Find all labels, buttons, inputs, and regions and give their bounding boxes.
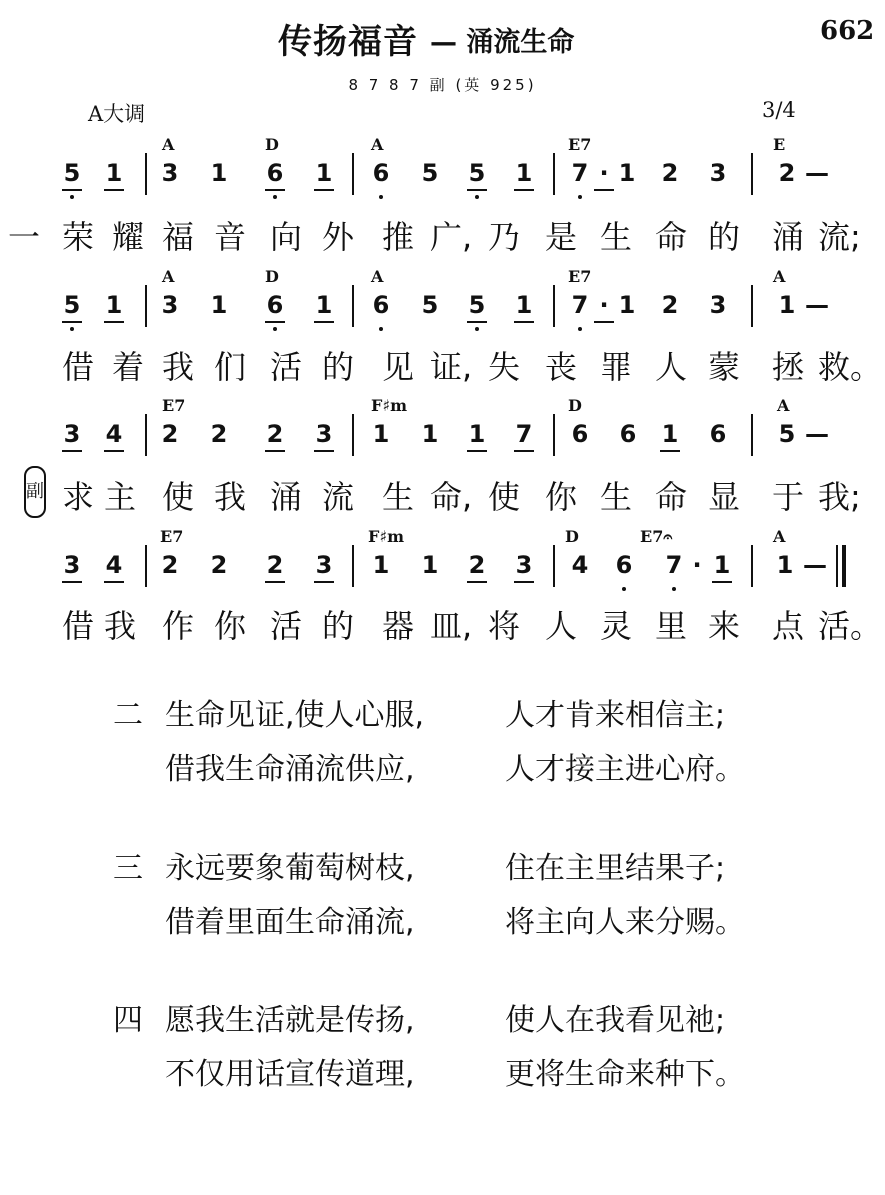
note: 1 [105,291,123,319]
note-underline [62,189,82,191]
final-barline [842,545,846,587]
verse-line: 借着里面生命涌流, [165,905,415,940]
octave-dot [475,195,479,199]
lyric-char: 命 [655,478,688,516]
lyric-char: 来 [708,607,741,645]
note-underline [104,321,124,323]
note: 5 [421,159,439,187]
lyric-char: 向 [270,218,303,256]
lyric-char: 荣 [62,218,95,256]
note: 2 [661,291,679,319]
barline [352,414,354,456]
note: 7 [571,159,589,187]
barline [553,545,555,587]
note: 4 [105,420,123,448]
lyric-char: 生 [600,478,633,516]
final-barline [836,545,838,587]
chord-symbol: F♯m [368,527,405,546]
note: 5 [421,291,439,319]
lyric-char: 乃 [488,218,521,256]
chord-symbol: E7 [568,267,592,286]
chord-symbol: D [568,396,582,415]
note-underline [314,581,334,583]
octave-dot [672,587,676,591]
barline [145,545,147,587]
lyric-char: 灵 [600,607,633,645]
chord-symbol: E7 [160,527,184,546]
lyric-char: 使 [488,478,521,516]
lyric-char: 救。 [818,348,883,386]
lyric-char: 丧 [545,348,578,386]
barline [145,414,147,456]
lyric-char: 音 [214,218,247,256]
note-underline [467,450,487,452]
lyric-char: 流 [322,478,355,516]
octave-dot [379,195,383,199]
lyric-char: 里 [655,607,688,645]
note: 5 [468,159,486,187]
note: 3 [315,420,333,448]
note: 6 [372,159,390,187]
note-underline [104,450,124,452]
lyric-char: 证, [430,348,473,386]
verse-line: 更将生命来种下。 [505,1057,745,1092]
note: 1 [661,420,679,448]
lyric-char: 我; [818,478,861,516]
lyric-char: 耀 [112,218,145,256]
note-sustain: — [805,159,829,187]
barline [352,285,354,327]
note-underline [467,189,487,191]
note: 3 [161,159,179,187]
barline [352,153,354,195]
lyric-char: 们 [214,348,247,386]
note: 5 [778,420,796,448]
lyric-char: 使 [162,478,195,516]
chord-symbol: A [773,527,786,546]
note: 6 [615,551,633,579]
refrain-mark: 副 [24,466,46,518]
note: 5 [63,159,81,187]
lyric-char: 你 [214,607,247,645]
lyric-char: 你 [545,478,578,516]
note-underline [265,450,285,452]
note-underline [314,189,334,191]
note: 2 [266,551,284,579]
lyric-char: 见 [382,348,415,386]
chord-symbol: E [773,135,786,154]
note: 1 [421,420,439,448]
lyric-char: 我 [162,348,195,386]
note: 2 [778,159,796,187]
note: 1 [713,551,731,579]
lyric-char: 我 [104,607,137,645]
note-underline [104,581,124,583]
note: 5 [63,291,81,319]
chord-symbol: A [371,267,384,286]
lyric-char: 罪 [600,348,633,386]
time-signature: 3/4 [762,98,796,122]
note: 6 [619,420,637,448]
barline [751,153,753,195]
octave-dot [379,327,383,331]
lyric-char: 皿, [430,607,473,645]
chord-symbol: D [565,527,579,546]
note: 7 [665,551,683,579]
lyric-char: 活。 [818,607,883,645]
lyric-char: 是 [545,218,578,256]
lyric-char: 求 [62,478,95,516]
note-sustain: — [805,291,829,319]
note: 1 [468,420,486,448]
lyric-char: 人 [655,348,688,386]
note: 1 [421,551,439,579]
lyric-char: 器 [382,607,415,645]
note-underline [514,189,534,191]
note: 3 [161,291,179,319]
note: 4 [105,551,123,579]
lyric-char: 生 [600,218,633,256]
note: 3 [63,420,81,448]
verse-line: 住在主里结果子; [505,851,726,886]
lyric-char: 外 [322,218,355,256]
note: 7 [515,420,533,448]
octave-dot [70,195,74,199]
note: 3 [515,551,533,579]
lyric-char: 广, [430,218,473,256]
lyric-char: 的 [322,348,355,386]
note: 6 [266,291,284,319]
note-underline [660,450,680,452]
note-dot: · [599,291,609,319]
chord-symbol: F♯m [371,396,408,415]
lyric-char: 人 [545,607,578,645]
note: 2 [266,420,284,448]
lyric-char: 命 [655,218,688,256]
hymn-subtitle: — 涌流生命 [430,27,575,58]
octave-dot [273,195,277,199]
lyric-char: 命, [430,478,473,516]
note: 1 [618,159,636,187]
lyric-char: 生 [382,478,415,516]
lyric-char: 显 [708,478,741,516]
verse-line: 不仅用话宣传道理, [165,1057,415,1092]
note: 2 [161,551,179,579]
note: 6 [571,420,589,448]
note-underline [514,321,534,323]
note-dot: · [692,551,702,579]
lyric-char: 我 [214,478,247,516]
verse-number: 四 [113,1003,143,1038]
note: 1 [372,551,390,579]
note: 1 [776,551,794,579]
note: 1 [315,291,333,319]
note-underline [712,581,732,583]
octave-dot [622,587,626,591]
verse-line: 借我生命涌流供应, [165,752,415,787]
hymn-title: 传扬福音 [278,22,418,62]
note: 2 [210,420,228,448]
barline [553,285,555,327]
lyric-char: 蒙 [708,348,741,386]
note: 6 [372,291,390,319]
chord-symbol: A [162,267,175,286]
verse-line: 将主向人来分赐。 [505,905,745,940]
lyric-char: 借 [62,607,95,645]
note: 2 [468,551,486,579]
note: 1 [372,420,390,448]
octave-dot [578,327,582,331]
chord-symbol: A [773,267,786,286]
chord-symbol: A [371,135,384,154]
lyric-char: 流; [818,218,861,256]
note-underline [594,189,614,191]
hymn-number: 662 [820,16,875,46]
lyric-char: 的 [708,218,741,256]
barline [751,285,753,327]
note: 2 [661,159,679,187]
barline [352,545,354,587]
lyric-char: 将 [488,607,521,645]
note: 1 [315,159,333,187]
note-underline [104,189,124,191]
note-dot: · [599,159,609,187]
note: 7 [571,291,589,319]
note-underline [62,450,82,452]
chord-symbol: E7𝄐 [640,527,673,546]
lyric-char: 涌 [772,218,805,256]
note: 2 [210,551,228,579]
lyric-char: 一 [8,218,41,256]
note-underline [265,189,285,191]
chord-symbol: A [162,135,175,154]
key-signature: A大调 [88,102,146,126]
chord-symbol: D [265,267,279,286]
note: 3 [709,159,727,187]
note: 6 [266,159,284,187]
chord-symbol: D [265,135,279,154]
note-underline [62,581,82,583]
octave-dot [475,327,479,331]
note: 1 [778,291,796,319]
verse-line: 使人在我看见祂; [505,1003,726,1038]
octave-dot [70,327,74,331]
chord-symbol: E7 [162,396,186,415]
chord-symbol: E7 [568,135,592,154]
note-sustain: — [805,420,829,448]
note: 3 [709,291,727,319]
octave-dot [578,195,582,199]
note: 1 [515,291,533,319]
octave-dot [273,327,277,331]
barline [751,414,753,456]
verse-line: 生命见证,使人心服, [165,698,425,733]
note: 3 [63,551,81,579]
verse-line: 永远要象葡萄树枝, [165,851,415,886]
note-sustain: — [803,551,827,579]
note: 1 [515,159,533,187]
lyric-char: 活 [270,607,303,645]
note: 2 [161,420,179,448]
note: 5 [468,291,486,319]
lyric-char: 福 [162,218,195,256]
lyric-char: 的 [322,607,355,645]
verse-line: 人才肯来相信主; [505,698,726,733]
barline [553,414,555,456]
note: 3 [315,551,333,579]
verse-number: 二 [113,698,143,733]
verse-line: 愿我生活就是传扬, [165,1003,415,1038]
verse-number: 三 [113,851,143,886]
verse-line: 人才接主进心府。 [505,752,745,787]
lyric-char: 拯 [772,348,805,386]
note-underline [467,321,487,323]
meter-info: 8 7 8 7 副 (英 925) [348,76,537,94]
note: 1 [210,159,228,187]
lyric-char: 着 [112,348,145,386]
barline [751,545,753,587]
note-underline [314,450,334,452]
lyric-char: 活 [270,348,303,386]
lyric-char: 作 [162,607,195,645]
lyric-char: 借 [62,348,95,386]
note-underline [265,321,285,323]
lyric-char: 涌 [270,478,303,516]
note: 1 [210,291,228,319]
note-underline [514,450,534,452]
note-underline [467,581,487,583]
barline [145,285,147,327]
note-underline [314,321,334,323]
lyric-char: 主 [104,478,137,516]
lyric-char: 于 [772,478,805,516]
barline [553,153,555,195]
note: 1 [105,159,123,187]
lyric-char: 失 [488,348,521,386]
lyric-char: 点 [772,607,805,645]
note: 4 [571,551,589,579]
note: 1 [618,291,636,319]
chord-symbol: A [777,396,790,415]
note-underline [265,581,285,583]
barline [145,153,147,195]
note: 6 [709,420,727,448]
note-underline [514,581,534,583]
lyric-char: 推 [382,218,415,256]
note-underline [594,321,614,323]
note-underline [62,321,82,323]
